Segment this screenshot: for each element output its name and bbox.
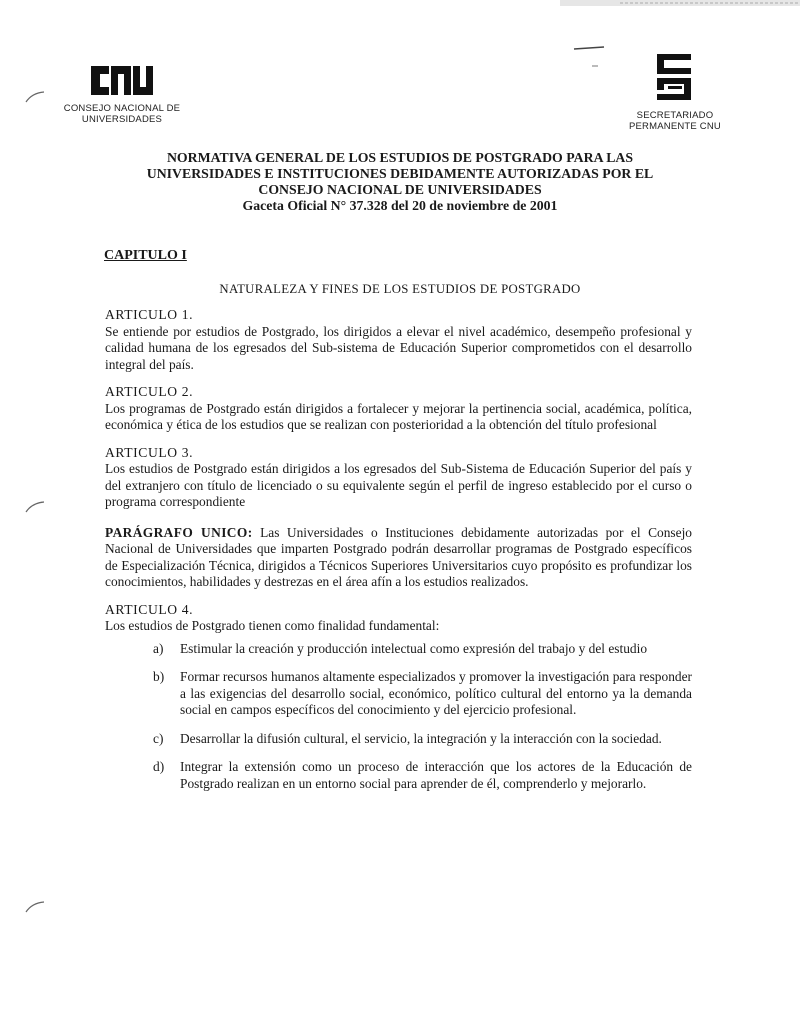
list-item-text: Estimular la creación y producción intelectual como expresión del trabajo y del estudio [180, 640, 648, 656]
document-body [105, 307, 692, 804]
chapter-subtitle: NATURALEZA Y FINES DE LOS ESTUDIOS DE POSTGRADO [219, 282, 581, 296]
scan-mark-left-2 [24, 500, 46, 514]
gaceta-reference: Gaceta Oficial N° 37.328 del 20 de noviembre de 2001 [242, 198, 558, 213]
chapter-title: CAPITULO I [104, 248, 187, 263]
list-item [153, 641, 692, 658]
title-line-1: NORMATIVA GENERAL DE LOS ESTUDIOS DE POSTGRADO PARA LAS [166, 150, 634, 165]
article-4-list [105, 641, 692, 793]
list-item [153, 669, 692, 719]
article-4-title: ARTICULO 4. [105, 601, 194, 617]
list-item [153, 759, 692, 792]
article-3-text: Los estudios de Postgrado están dirigidos a los egresados del Sub-Sistema de Educación Superior del país y del extranjero con título de licenciado o su equivalente según el perfil de ingreso establecido por el curso o programa correspondiente [105, 461, 692, 509]
list-item-letter: d) [153, 759, 165, 774]
article-2-text: Los programas de Postgrado están dirigidos a fortalecer y mejorar la pertinencia social, académica, política, económica y ética de los estudios que se realizan con posterioridad a la obtención del título profesional [105, 400, 692, 432]
cnu-logo-block [52, 60, 192, 125]
title-line-2: UNIVERSIDADES E INSTITUCIONES DEBIDAMENTE AUTORIZADAS POR EL [146, 166, 654, 181]
article-1-text: Se entiende por estudios de Postgrado, los dirigidos a elevar el nivel académico, desempeño profesional y calidad humana de los egresados del Sub-sistema de Educación Superior comprometidos con el desarrollo integral del país. [105, 323, 692, 372]
list-item-letter: a) [153, 640, 164, 656]
right-caption-line2: PERMANENTE CNU [628, 121, 721, 132]
scan-mark-left-1 [24, 90, 46, 104]
left-caption-line2: UNIVERSIDADES [81, 114, 163, 125]
scan-mark-right [572, 44, 612, 74]
secretariado-logo [653, 50, 697, 104]
list-item-text: Integrar la extensión como un proceso de interacción que los actores de la Educación de Postgrado realizan en un entorno social para aprender de él, comprenderlo y mejorarlo. [180, 759, 692, 791]
cnu-logo [87, 60, 157, 100]
article-3-title: ARTICULO 3. [105, 444, 194, 460]
paragrafo-text: Las Universidades o Instituciones debidamente autorizadas por el Consejo Nacional de Universidades que imparten Postgrado podrán desarrollar programas de Postgrado específicos de Especialización Técnica, dirigidos a Técnicos Superiores Universitarios cuyo propósito es profundizar los conocimientos, habilidades y destrezas en el área afín a los estudios realizados. [105, 524, 692, 589]
list-item-letter: b) [153, 669, 165, 684]
right-caption-line1: SECRETARIADO [636, 110, 714, 121]
scan-mark-left-3 [24, 900, 46, 914]
paragrafo-unico [105, 525, 692, 591]
list-item-letter: c) [153, 730, 164, 746]
list-item-text: Desarrollar la difusión cultural, el servicio, la integración y la interacción con la sociedad. [180, 730, 662, 746]
scan-mark-top [560, 0, 800, 12]
paragrafo-lead: PARÁGRAFO UNICO: [105, 524, 253, 540]
left-caption-line1: CONSEJO NACIONAL DE [63, 103, 181, 114]
list-item-text: Formar recursos humanos altamente especializados y promover la investigación para responder a las exigencias del desarrollo social, económico, político cultural del entorno ya la demanda social en campos específicos del conocimiento y del ejercicio profesional. [180, 669, 692, 717]
article-1-title: ARTICULO 1. [105, 307, 194, 322]
secretariado-logo-block [610, 50, 740, 132]
document-title [100, 150, 700, 214]
title-line-3: CONSEJO NACIONAL DE UNIVERSIDADES [258, 182, 542, 197]
list-item [153, 731, 692, 748]
article-2-title: ARTICULO 2. [105, 384, 194, 399]
article-4-intro: Los estudios de Postgrado tienen como finalidad fundamental: [105, 618, 440, 633]
